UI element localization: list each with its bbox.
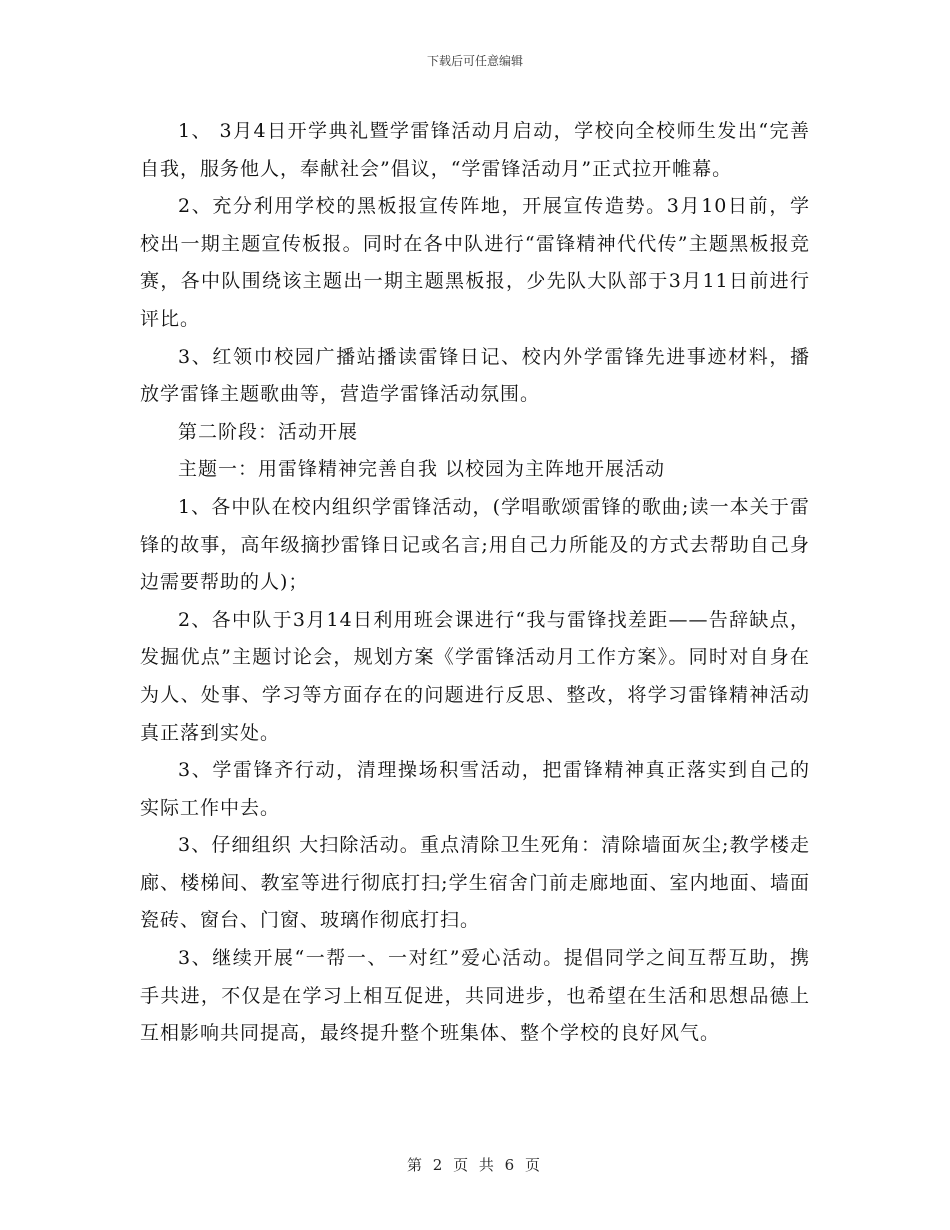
- paragraph-cleaning: 3、仔细组织 大扫除活动。重点清除卫生死角：清除墙面灰尘;教学楼走廊、楼梯间、教室等进行彻底打扫;学生宿舍门前走廊地面、室内地面、墙面瓷砖、窗台、门窗、玻璃作彻底打扫。: [140, 834, 810, 932]
- paragraph-campus-radio: 3、红领巾校园广播站播读雷锋日记、校内外学雷锋先进事迹材料，播放学雷锋主题歌曲等，营造学雷锋活动氛围。: [140, 345, 810, 406]
- section-heading-theme-one: 主题一：用雷锋精神完善自我 以校园为主阵地开展活动: [178, 458, 666, 481]
- paragraph-squad-activities: 1、各中队在校内组织学雷锋活动，(学唱歌颂雷锋的歌曲;读一本关于雷锋的故事，高年级摘抄雷锋日记或名言;用自己力所能及的方式去帮助自己身边需要帮助的人)；: [140, 495, 810, 594]
- paragraph-blackboard-publicity: 2、充分利用学校的黑板报宣传阵地，开展宣传造势。3月10日前，学校出一期主题宣传板报。同时在各中队进行“雷锋精神代代传”主题黑板报竞赛，各中队围绕该主题出一期主题黑板报，少先队大队部于3月11日前进行评比。: [140, 195, 810, 330]
- document-body: [140, 113, 810, 1053]
- page-header-note: 下载后可任意编辑: [426, 54, 523, 68]
- paragraph-class-meeting: 2、各中队于3月14日利用班会课进行“我与雷锋找差距——告辞缺点，发掘优点”主题讨论会，规划方案《学雷锋活动月工作方案》。同时对自身在为人、处事、学习等方面存在的问题进行反思、整改，将学习雷锋精神活动真正落到实处。: [140, 608, 810, 744]
- paragraph-snow-clearing: 3、学雷锋齐行动，清理操场积雪活动，把雷锋精神真正落实到自己的实际工作中去。: [140, 759, 810, 819]
- paragraph-mutual-help: 3、继续开展“一帮一、一对红”爱心活动。提倡同学之间互帮互助，携手共进，不仅是在学习上相互促进，共同进步，也希望在生活和思想品德上互相影响共同提高，最终提升整个班集体、整个学校的良好风气。: [140, 947, 810, 1045]
- page-number: 第 2 页 共 6 页: [407, 1156, 543, 1174]
- paragraph-opening-ceremony: 1、 3月4日开学典礼暨学雷锋活动月启动，学校向全校师生发出“完善自我，服务他人，奉献社会”倡议，“学雷锋活动月”正式拉开帷幕。: [140, 120, 810, 180]
- section-heading-stage-two: 第二阶段：活动开展: [178, 420, 359, 443]
